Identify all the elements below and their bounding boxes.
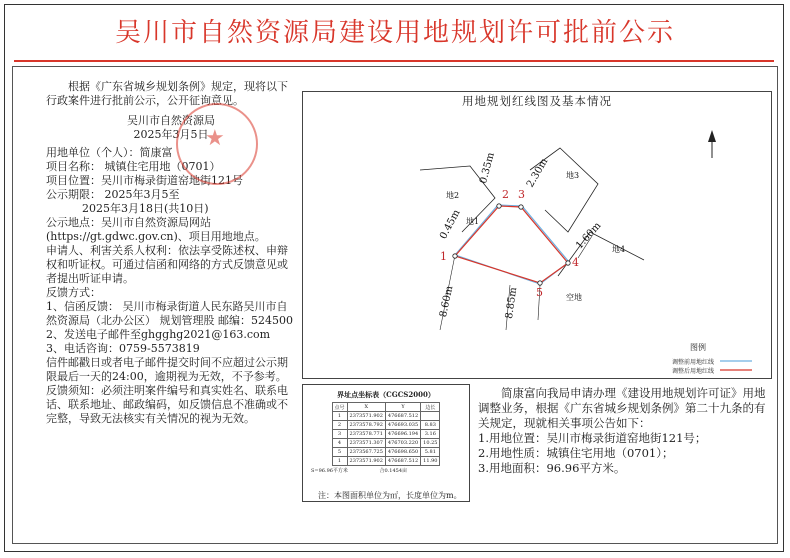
coordinate-table-box	[302, 384, 470, 502]
table-row: 4 2373571.307 476703.220 10.25	[332, 439, 440, 448]
phone-channel: 3、电话咨询：0759-5573819	[46, 342, 200, 355]
dim-860: 8.60m	[438, 284, 456, 319]
plot-label-4: 地4	[612, 245, 626, 254]
map-title: 用地规划红线图及基本情况	[462, 94, 612, 108]
point-label-1: 1	[440, 250, 447, 263]
seal-star-icon: ★	[205, 126, 225, 151]
boundary-point-4	[566, 261, 570, 265]
right-body: 简康富向我局申请办理《建设用地规划许可证》用地调整业务，根据《广东省城乡规划条例》第二十九条的有关规定，现就相关事项公告如下：	[478, 386, 766, 430]
dim-160: 1.60m	[574, 220, 604, 252]
project-location: 项目位置：吴川市梅录街道窑地街121号	[46, 174, 243, 187]
table-row: 1 2373571.902 476687.512	[332, 412, 440, 421]
project-name: 项目名称： 城镇住宅用地（0701）	[46, 160, 221, 173]
place-line2: (https://gt.gdwc.gov.cn)、项目用地地点。	[46, 230, 266, 243]
table-row: 2 2373578.792 476693.035 8.83	[332, 421, 440, 430]
area-mu: 合0.1454亩	[379, 468, 408, 474]
intro-text: 根据《广东省城乡规划条例》规定，现将以下行政案件进行批前公示，公开征询意见。	[46, 80, 288, 107]
boundary-point-2	[497, 204, 501, 208]
dim-035: 0.35m	[478, 151, 497, 185]
point-label-2: 2	[502, 188, 509, 201]
email-channel: 2、发送电子邮件至ghgghg2021@163.com	[46, 328, 271, 341]
point-label-3: 3	[518, 188, 525, 201]
channels-heading: 反馈方式：	[46, 286, 101, 299]
dim-045: 0.45m	[438, 207, 463, 242]
table-row: 1 2373571.902 476687.512 11.90	[332, 457, 440, 466]
dim-885: 8.85m	[504, 286, 520, 320]
table-header-row: 点号 X Y 边长	[332, 403, 440, 412]
notice-right-text	[478, 386, 768, 476]
feedback-tips: 反馈须知：必须注明案件编号和真实姓名、联系电话、联系地址、邮政编码，如反馈信息不准确或不完整，导致无法核实有关情况的视为无效。	[46, 384, 288, 425]
plot-label-3: 地3	[566, 171, 580, 180]
coord-area	[311, 467, 469, 474]
boundary-point-5	[538, 281, 542, 285]
coordinate-table	[332, 402, 441, 466]
applicant: 用地单位（个人）：简康富	[46, 146, 173, 159]
point-label-5: 5	[536, 286, 543, 299]
legend-before-label: 调整前用地红线	[672, 359, 715, 366]
page-title: 吴川市自然资源局建设用地规划许可批前公示	[114, 18, 675, 48]
point-label-4: 4	[572, 256, 579, 269]
boundary-point-1	[453, 254, 457, 258]
right-item-3: 3.用地面积：96.96平方米。	[478, 461, 626, 475]
plot-label-1: 地1	[466, 217, 480, 226]
table-row: 3 2373578.771 476696.194 3.16	[332, 430, 440, 439]
legend-title: 图例	[690, 343, 706, 352]
place-line1: 公示地点：吴川市自然资源局网站	[46, 216, 211, 229]
unit-note: 注：本图面积单位为㎡，长度单位为m。	[318, 491, 462, 500]
legend-after-label: 调整后用地红线	[672, 368, 715, 375]
plot-boundary-4	[558, 232, 644, 276]
issue-date: 2025年3月5日	[133, 128, 209, 141]
letter-channel: 1、信函反馈： 吴川市梅录街道人民东路吴川市自然资源局（北办公区） 规划管理股 邮编：524500	[46, 300, 293, 327]
plot-label-2: 地2	[446, 191, 460, 200]
deadline-text: 信件邮戳日或者电子邮件提交时间不应超过公示期限最后一天的24:00，逾期视为无效，不予参考。	[46, 356, 288, 383]
table-row: 5 2373567.725 476698.650 5.81	[332, 448, 440, 457]
area-sqm: S=96.96平方米	[311, 468, 348, 474]
period-end: 2025年3月18日(共10日)	[82, 202, 209, 215]
right-item-2: 2.用地性质：城镇住宅用地（0701）；	[478, 446, 674, 460]
coord-title: 界址点坐标表（CGCS2000）	[337, 390, 435, 399]
boundary-point-3	[519, 205, 523, 209]
plot-label-open: 空地	[566, 293, 582, 302]
rights-text: 申请人、利害关系人权利：依法享受陈述权、申辩权和听证权。可通过信函和网络的方式反馈意见或者提出听证申请。	[46, 244, 288, 285]
dim-230: 2.30m	[525, 156, 551, 190]
right-item-1: 1.用地位置：吴川市梅录街道窑地街121号；	[478, 431, 707, 445]
period-start: 公示期限： 2025年3月5至	[46, 188, 180, 201]
issuing-org: 吴川市自然资源局	[127, 114, 215, 127]
